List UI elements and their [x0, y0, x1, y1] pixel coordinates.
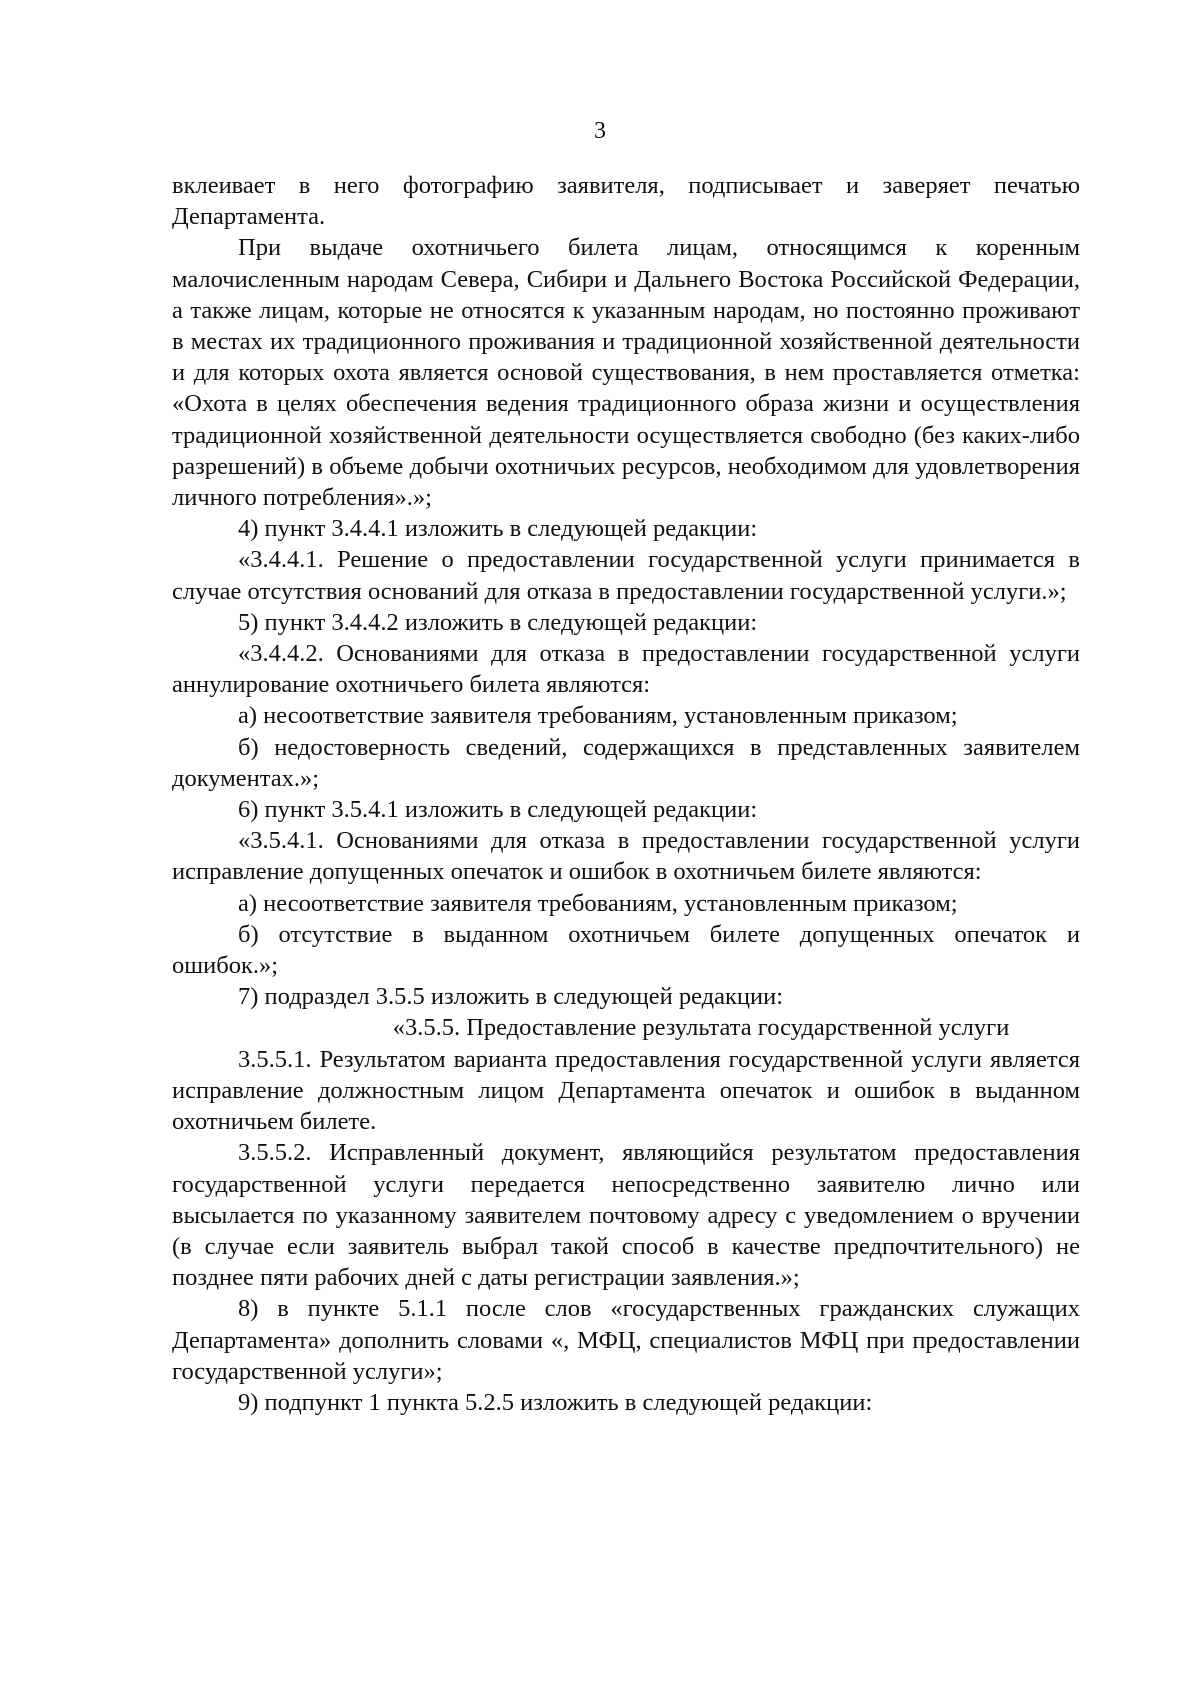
page-number: 3 — [594, 118, 606, 144]
paragraph-item-7: 7) подраздел 3.5.5 изложить в следующей редакции: — [238, 983, 784, 1011]
paragraph-item-6: 6) пункт 3.5.4.1 изложить в следующей редакции: — [238, 796, 758, 824]
paragraph-3-5-4-1-a: а) несоответствие заявителя требованиям, установленным приказом; — [238, 889, 958, 917]
paragraph-3-5-5-1: 3.5.5.1. Результатом варианта предоставления государственной услуги является исправление должностным лицом Департамента опечаток и ошибок в выданном охотничьем билете. — [172, 1045, 1080, 1136]
paragraph-3-4-4-1: «3.4.4.1. Решение о предоставлении государственной услуги принимается в случае отсутствия оснований для отказа в предоставлении государственной услуги.»; — [172, 546, 1080, 605]
paragraph-3-4-4-2-a: а) несоответствие заявителя требованиям, установленным приказом; — [238, 702, 958, 730]
paragraph-item-8: 8) в пункте 5.1.1 после слов «государственных гражданских служащих Департамента» дополнить словами «, МФЦ, специалистов МФЦ при предоставлении государственной услуги»; — [172, 1295, 1080, 1385]
paragraph-3-4-4-2: «3.4.4.2. Основаниями для отказа в предоставлении государственной услуги аннулирование охотничьего билета являются: — [172, 640, 1080, 699]
paragraph-3-5-4-1: «3.5.4.1. Основаниями для отказа в предоставлении государственной услуги исправление допущенных опечаток и ошибок в охотничьем билете являются: — [172, 827, 1080, 886]
paragraph-3-5-5-2: 3.5.5.2. Исправленный документ, являющийся результатом предоставления государственной услуги передается непосредственно заявителю лично или высылается по указанному заявителем почтовому адресу с уведомлением о вручении (в случае если заявитель выбрал такой способ в качестве предпочтительного) не позднее пяти рабочих дней с даты регистрации заявления.»; — [172, 1139, 1080, 1292]
subsection-heading-3-5-5: «3.5.5. Предоставление результата государственной услуги — [392, 1014, 1010, 1042]
paragraph-item-5: 5) пункт 3.4.4.2 изложить в следующей редакции: — [238, 608, 758, 636]
document-body — [172, 170, 1080, 1418]
paragraph-item-4: 4) пункт 3.4.4.1 изложить в следующей редакции: — [238, 515, 758, 543]
paragraph-item-9: 9) подпункт 1 пункта 5.2.5 изложить в следующей редакции: — [238, 1388, 873, 1416]
paragraph-3-4-4-2-b: б) недостоверность сведений, содержащихся в представленных заявителем документах.»; — [172, 733, 1080, 792]
paragraph-continuation: вклеивает в него фотографию заявителя, подписывает и заверяет печатью Департамента. — [172, 172, 1080, 231]
paragraph-indigenous-peoples: При выдаче охотничьего билета лицам, относящимся к коренным малочисленным народам Севера, Сибири и Дальнего Востока Российской Федерации, а также лицам, которые не относятся к указанным народам, но постоянно проживают в местах их традиционного проживания и традиционной хозяйственной деятельности и для которых охота является основой существования, в нем проставляется отметка: «Охота в целях обеспечения ведения традиционного образа жизни и осуществления традиционной хозяйственной деятельности осуществляется свободно (без каких-либо разрешений) в объеме добычи охотничьих ресурсов, необходимом для удовлетворения личного потребления».»; — [172, 234, 1080, 512]
paragraph-3-5-4-1-b: б) отсутствие в выданном охотничьем билете допущенных опечаток и ошибок.»; — [172, 920, 1080, 980]
